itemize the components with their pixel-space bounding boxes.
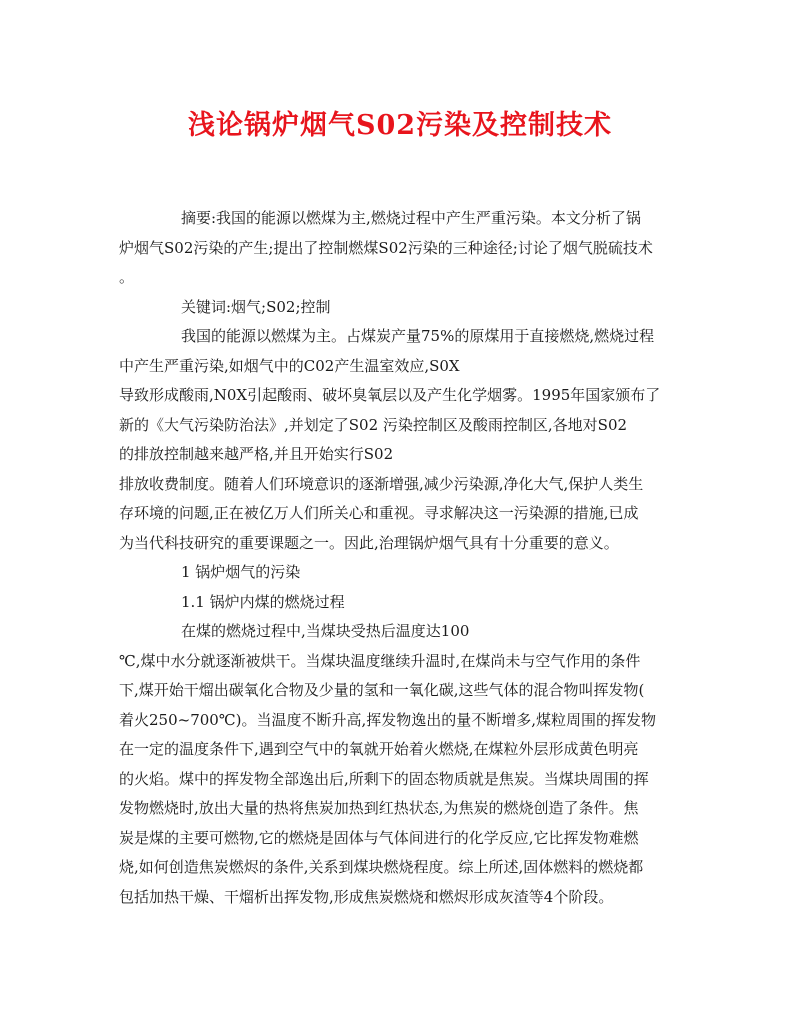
text-line: 包括加热干燥、干熘析出挥发物,形成焦炭燃烧和燃烬形成灰渣等4个阶段。 — [119, 887, 614, 906]
text-line: 的火焰。煤中的挥发物全部逸出后,所剩下的固态物质就是焦炭。当煤块周围的挥 — [119, 769, 649, 788]
text-line: 在煤的燃烧过程中,当煤块受热后温度达100 — [181, 622, 470, 640]
text-line: 1.1 锅炉内煤的燃烧过程 — [181, 592, 345, 611]
text-line: 炭是煤的主要可燃物,它的燃烧是固体与气体间进行的化学反应,它比挥发物难燃 — [119, 828, 639, 847]
text-line: 炉烟气S02污染的产生;提出了控制燃煤S02污染的三种途径;讨论了烟气脱硫技术 — [119, 238, 653, 257]
text-line: 存环境的问题,正在被亿万人们所关心和重视。寻求解决这一污染源的措施,已成 — [119, 504, 639, 522]
text-line: 为当代科技研究的重要课题之一。因此,治理锅炉烟气具有十分重要的意义。 — [119, 533, 619, 552]
text-line: 在一定的温度条件下,遇到空气中的氧就开始着火燃烧,在煤粒外层形成黄色明亮 — [119, 740, 639, 758]
text-line: 摘要:我国的能源以燃煤为主,燃烧过程中产生严重污染。本文分析了锅 — [181, 209, 641, 227]
text-line: 烧,如何创造焦炭燃烬的条件,关系到煤块燃烧程度。综上所述,固体燃料的燃烧都 — [119, 858, 644, 876]
text-line: 新的《大气污染防治法》,并划定了S02 污染控制区及酸雨控制区,各地对S02 — [119, 415, 628, 434]
text-line: 中产生严重污染,如烟气中的C02产生温室效应,S0X — [119, 356, 460, 375]
text-line: 导致形成酸雨,N0X引起酸雨、破坏臭氧层以及产生化学烟雾。1995年国家颁布了 — [119, 386, 661, 404]
text-line: ℃,煤中水分就逐渐被烘干。当煤块温度继续升温时,在煤尚未与空气作用的条件 — [119, 651, 641, 670]
text-line: 着火250~700℃)。当温度不断升高,挥发物逸出的量不断增多,煤粒周围的挥发物 — [119, 710, 657, 729]
text-line: 我国的能源以燃煤为主。占煤炭产量75%的原煤用于直接燃烧,燃烧过程 — [181, 327, 655, 345]
document-title: 浅论锅炉烟气S02污染及控制技术 — [187, 110, 613, 141]
text-line: 关键词:烟气;S02;控制 — [181, 297, 331, 316]
text-line: 发物燃烧时,放出大量的热将焦炭加热到红热状态,为焦炭的燃烧创造了条件。焦 — [119, 799, 639, 817]
document-body — [119, 204, 685, 912]
text-line: 排放收费制度。随着人们环境意识的逐渐增强,减少污染源,净化大气,保护人类生 — [119, 474, 644, 493]
text-line: 的排放控制越来越严格,并且开始实行S02 — [119, 445, 394, 463]
text-line: 。 — [119, 268, 135, 286]
text-line: 1 锅炉烟气的污染 — [181, 563, 301, 581]
text-line: 下,煤开始干熘出碳氧化合物及少量的氢和一氧化碳,这些气体的混合物叫挥发物( — [119, 681, 645, 699]
